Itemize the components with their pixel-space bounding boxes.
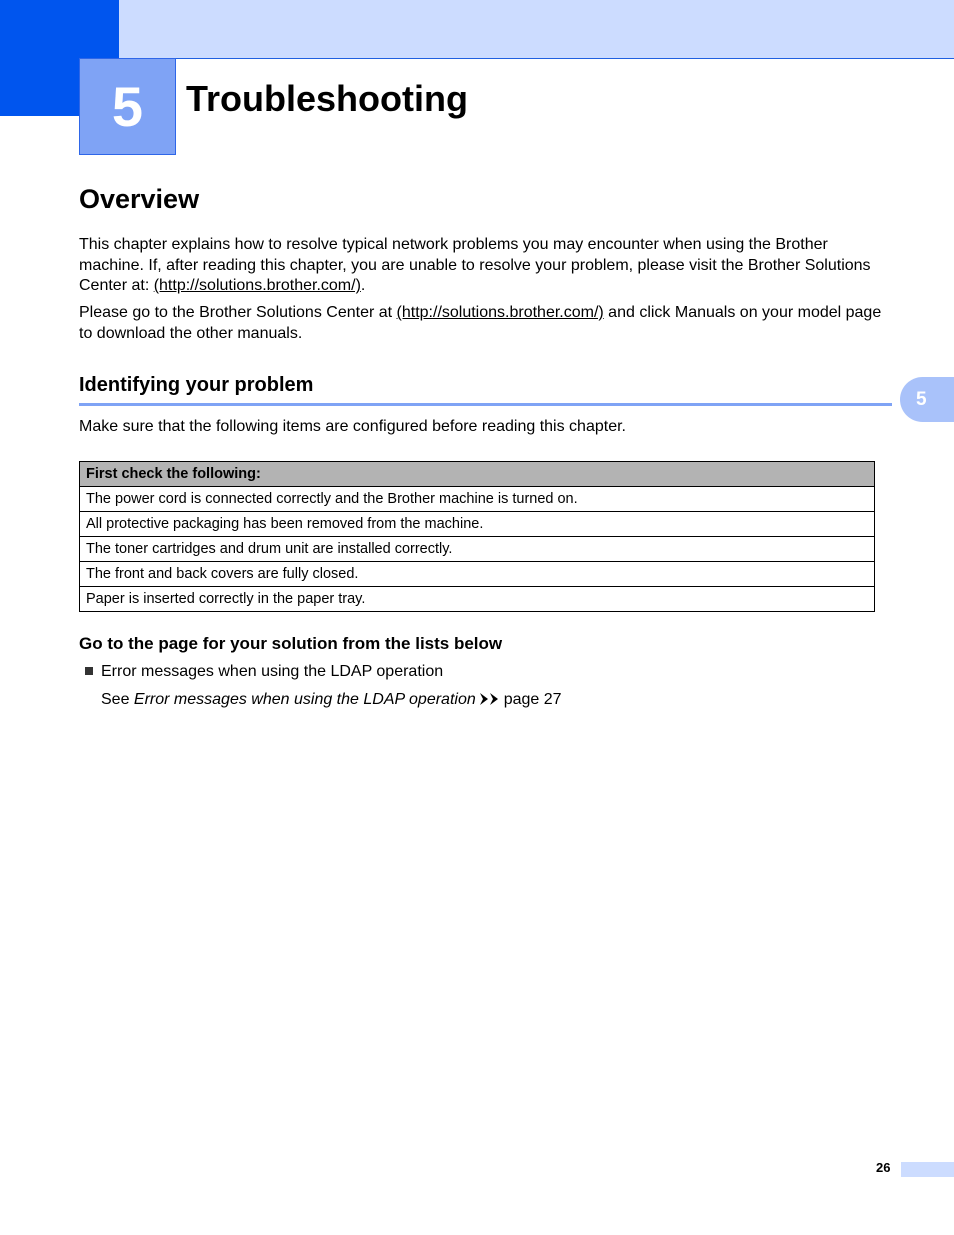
table-row	[80, 487, 875, 512]
reference-page: page 27	[503, 691, 562, 708]
table-cell: The toner cartridges and drum unit are installed correctly.	[80, 537, 875, 562]
identify-heading: Identifying your problem	[79, 374, 314, 396]
check-table-header: First check the following:	[80, 462, 875, 487]
table-row	[80, 537, 875, 562]
reference-title: Error messages when using the LDAP operation	[133, 691, 476, 708]
list-item	[85, 663, 443, 681]
header-band	[0, 0, 954, 59]
paragraph-text: Please go to the Brother Solutions Center at	[79, 304, 397, 321]
table-row	[80, 512, 875, 537]
solutions-center-link[interactable]: (http://solutions.brother.com/)	[153, 277, 361, 294]
overview-paragraph-2	[79, 303, 894, 344]
chapter-title: Troubleshooting	[186, 78, 468, 119]
see-reference[interactable]	[101, 691, 562, 709]
goto-heading: Go to the page for your solution from the lists below	[79, 634, 503, 653]
solutions-center-link-2[interactable]: (http://solutions.brother.com/)	[396, 304, 604, 321]
table-cell: The front and back covers are fully closed.	[80, 562, 875, 587]
table-cell: Paper is inserted correctly in the paper tray.	[80, 587, 875, 612]
heading-rule	[79, 403, 892, 406]
page-number: 26	[876, 1160, 891, 1175]
see-prefix: See	[101, 691, 134, 708]
chapter-number-box: 5	[79, 58, 176, 155]
check-table	[79, 461, 875, 612]
square-bullet-icon	[85, 667, 93, 675]
identify-intro: Make sure that the following items are configured before reading this chapter.	[79, 418, 626, 435]
double-arrow-icon	[479, 693, 501, 705]
table-cell: All protective packaging has been removed from the machine.	[80, 512, 875, 537]
paragraph-text: This chapter explains how to resolve typical network problems you may encounter when using the Brother machine. If, after reading this chapter, you are unable to resolve your problem, please visit the Brother Solutions Center at:	[79, 236, 871, 294]
table-row	[80, 587, 875, 612]
chapter-side-tab: 5	[900, 377, 954, 422]
paragraph-text-end: .	[360, 277, 366, 294]
table-row	[80, 562, 875, 587]
table-cell: The power cord is connected correctly and the Brother machine is turned on.	[80, 487, 875, 512]
paragraph-text-end: and click Manuals on your model page to download the other manuals.	[79, 304, 882, 342]
overview-paragraph-1	[79, 235, 894, 297]
footer-bar	[901, 1162, 954, 1177]
list-item-label: Error messages when using the LDAP operation	[101, 663, 444, 680]
overview-heading: Overview	[79, 184, 200, 214]
